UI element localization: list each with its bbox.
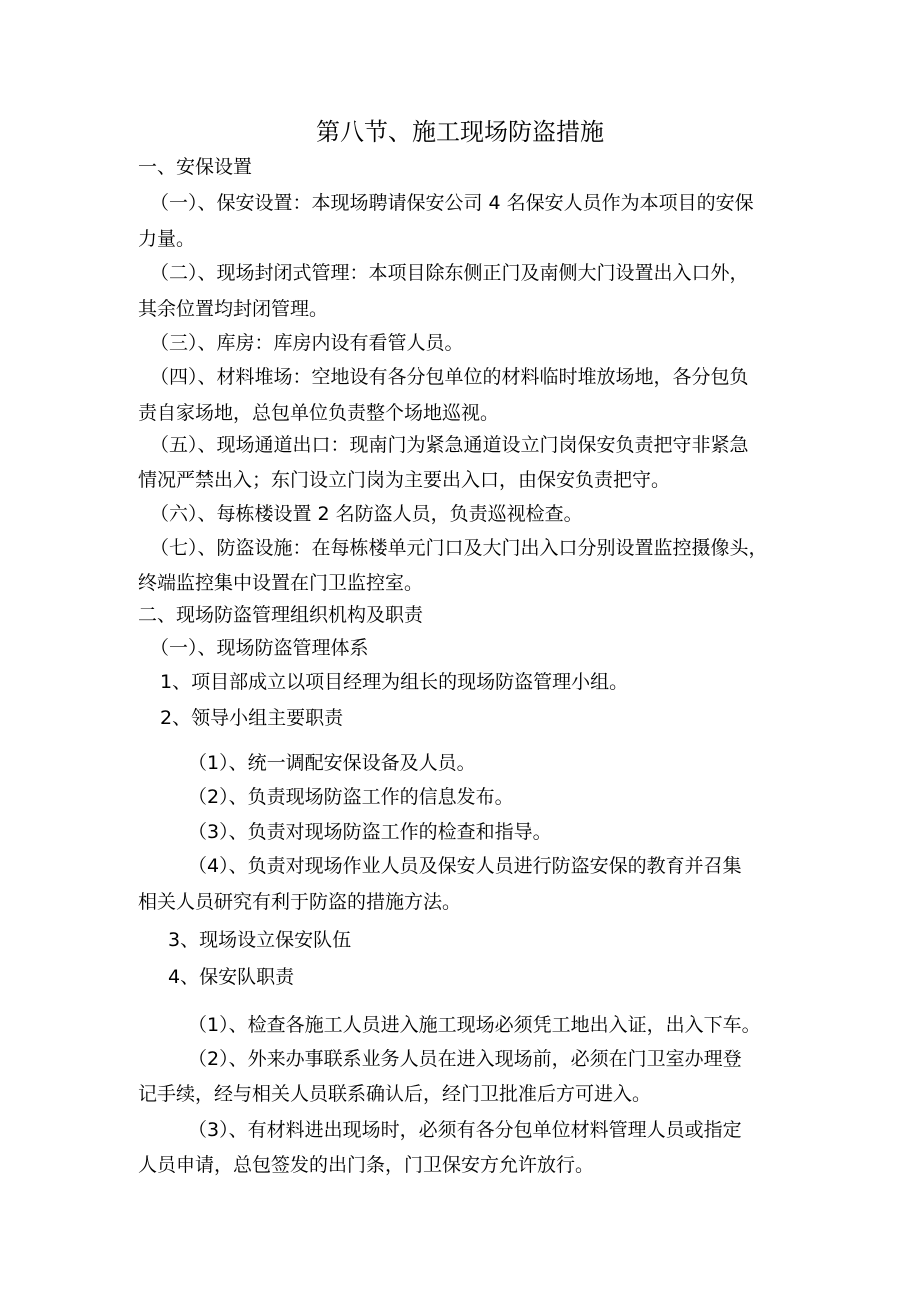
paragraph-line: 其余位置均封闭管理。 [138,298,329,320]
section-heading-1: 一、安保设置 [138,156,253,178]
sub-item: （2）、外来办事联系业务人员在进入现场前，必须在门卫室办理登 [188,1048,742,1070]
numbered-item: 1、项目部成立以项目经理为组长的现场防盗管理小组。 [160,671,629,693]
paragraph-line: （七）、防盗设施：在每栋楼单元门口及大门出入口分别设置监控摄像头， [150,537,768,559]
numbered-item: 4、保安队职责 [168,966,295,988]
sub-item: （1）、检查各施工人员进入施工现场必须凭工地出入证，出入下车。 [188,1014,761,1036]
sub-item: （3）、有材料进出现场时，必须有各分包单位材料管理人员或指定 [188,1119,742,1141]
sub-item: （3）、负责对现场防盗工作的检查和指导。 [188,821,552,843]
paragraph-line: 人员申请，总包签发的出门条，门卫保安方允许放行。 [138,1154,595,1176]
numbered-item: 2、领导小组主要职责 [160,707,344,729]
page-title: 第八节、施工现场防盗措施 [316,118,604,146]
paragraph-line: 记手续，经与相关人员联系确认后，经门卫批准后方可进入。 [138,1083,652,1105]
section-heading-2: 二、现场防盗管理组织机构及职责 [138,604,424,626]
subsection-heading: （一）、现场防盗管理体系 [150,637,369,659]
paragraph-line: （一）、保安设置：本现场聘请保安公司 4 名保安人员作为本项目的安保 [150,192,754,214]
paragraph-line: （四）、材料堆场：空地设有各分包单位的材料临时堆放场地，各分包负 [150,366,749,388]
sub-item: （2）、负责现场防盗工作的信息发布。 [188,786,514,808]
sub-item: （4）、负责对现场作业人员及保安人员进行防盗安保的教育并召集 [188,855,742,877]
paragraph-line: （五）、现场通道出口：现南门为紧急通道设立门岗保安负责把守非紧急 [150,434,749,456]
paragraph-line: （三）、库房：库房内设有看管人员。 [150,332,464,354]
paragraph-line: （六）、每栋楼设置 2 名防盗人员，负责巡视检查。 [150,503,583,525]
paragraph-line: 相关人员研究有利于防盗的措施方法。 [138,891,462,913]
numbered-item: 3、现场设立保安队伍 [168,929,352,951]
paragraph-line: 终端监控集中设置在门卫监控室。 [138,572,424,594]
paragraph-line: 力量。 [138,228,196,250]
paragraph-line: 情况严禁出入；东门设立门岗为主要出入口，由保安负责把守。 [138,469,671,491]
paragraph-line: （二）、现场封闭式管理：本项目除东侧正门及南侧大门设置出入口外， [150,262,749,284]
paragraph-line: 责自家场地，总包单位负责整个场地巡视。 [138,402,500,424]
sub-item: （1）、统一调配安保设备及人员。 [188,752,476,774]
